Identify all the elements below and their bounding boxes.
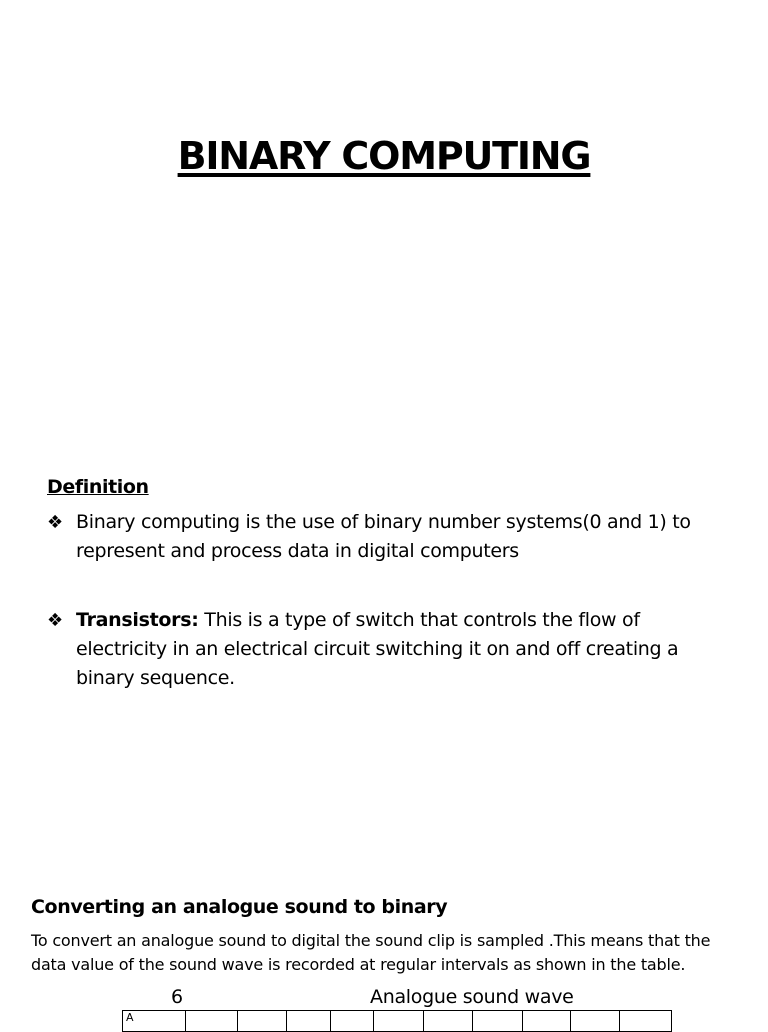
bullet-text xyxy=(76,508,727,566)
table-cell xyxy=(238,1011,287,1032)
page-title-text: BINARY COMPUTING xyxy=(177,134,591,178)
bullet-label: Transistors: xyxy=(76,609,199,631)
table-cell xyxy=(473,1011,523,1032)
section-heading: Converting an analogue sound to binary xyxy=(31,896,448,918)
section-paragraph: To convert an analogue sound to digital the sound clip is sampled .This means that the data value of the sound wave is recorded at regular intervals as shown in the table. xyxy=(31,931,711,974)
bullet-body: This is a type of switch that controls the flow of electricity in an electrical circuit switching it on and off creating a binary sequence. xyxy=(76,609,679,689)
table-cell xyxy=(424,1011,473,1032)
page-title xyxy=(0,136,768,178)
table-cell: A xyxy=(123,1011,186,1032)
table-cell xyxy=(287,1011,331,1032)
bullet-body: Binary computing is the use of binary number systems(0 and 1) to represent and process data in digital computers xyxy=(76,511,691,562)
list-item xyxy=(47,508,727,566)
diamond-bullet-icon: ❖ xyxy=(47,610,63,631)
table-cell xyxy=(374,1011,424,1032)
table-cell xyxy=(523,1011,571,1032)
table-cell xyxy=(186,1011,238,1032)
list-item xyxy=(47,606,727,693)
table-title: Analogue sound wave xyxy=(370,986,574,1008)
table-number: 6 xyxy=(171,986,184,1008)
table-cell xyxy=(571,1011,620,1032)
table-cell xyxy=(331,1011,374,1032)
definition-heading: Definition xyxy=(47,476,149,498)
bullet-text xyxy=(76,606,727,693)
sound-wave-table xyxy=(122,1010,672,1032)
table-cell xyxy=(620,1011,672,1032)
table-row xyxy=(123,1011,672,1032)
diamond-bullet-icon: ❖ xyxy=(47,512,63,533)
